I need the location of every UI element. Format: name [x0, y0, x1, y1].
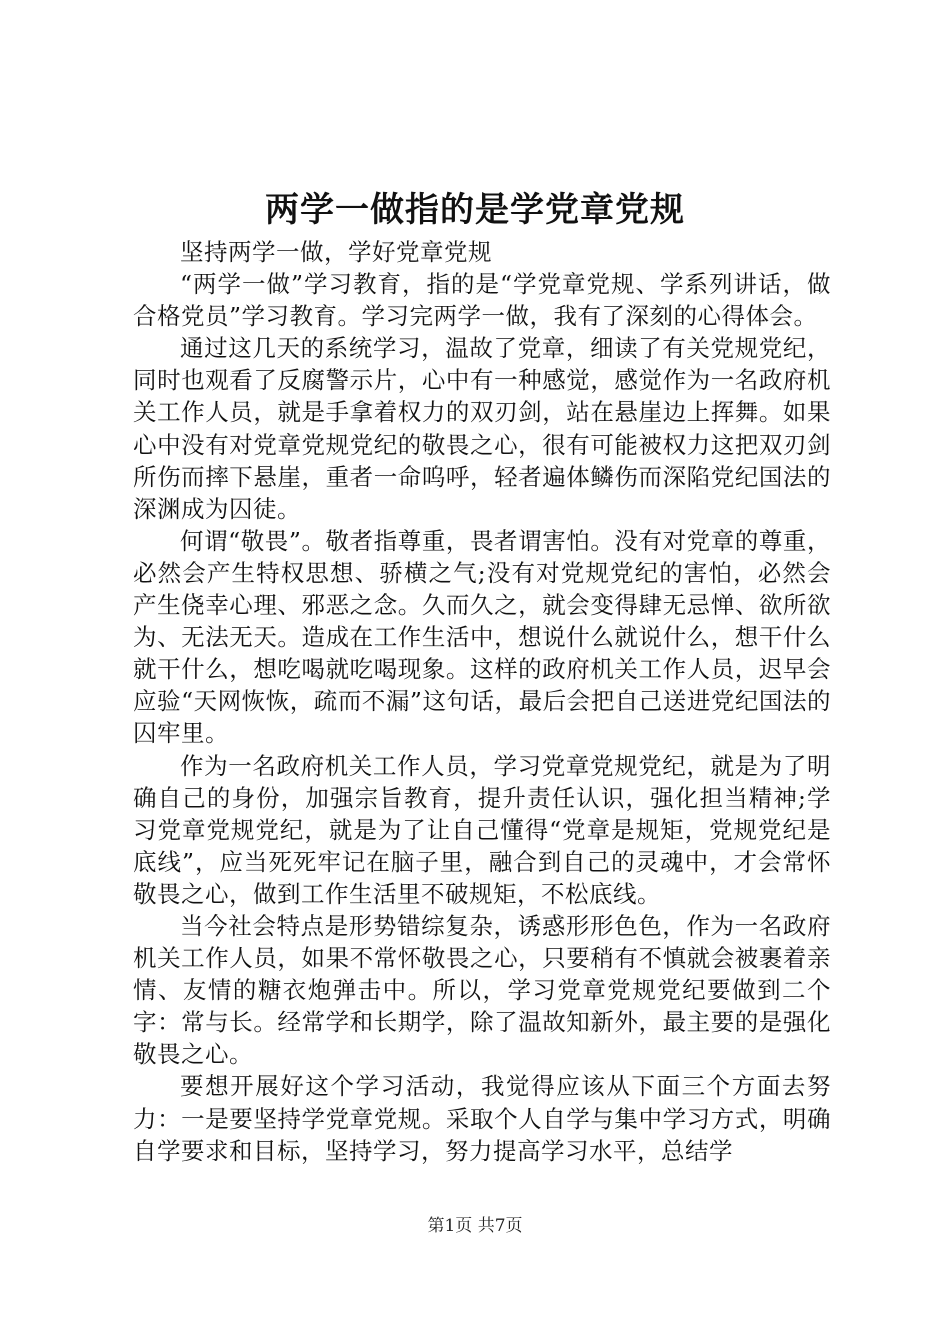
- paragraph: 何谓“敬畏”。敬者指尊重，畏者谓害怕。没有对党章的尊重，必然会产生特权思想、骄横之气;没有对党规党纪的害怕，必然会产生侥幸心理、邪恶之念。久而久之，就会变得肆无忌惮、欲所欲为、无法无天。造成在工作生活中，想说什么就说什么，想干什么就干什么，想吃喝就吃喝现象。这样的政府机关工作人员，迟早会应验“天网恢恢，疏而不漏”这句话，最后会把自己送进党纪国法的囚牢里。: [133, 526, 831, 748]
- document-title: 两学一做指的是学党章党规: [265, 190, 685, 230]
- paragraph: 坚持两学一做，学好党章党规: [180, 238, 492, 266]
- paragraph: 通过这几天的系统学习，温故了党章，细读了有关党规党纪，同时也观看了反腐警示片，心中有一种感觉，感觉作为一名政府机关工作人员，就是手拿着权力的双刃剑，站在悬崖边上挥舞。如果心中没有对党章党规党纪的敬畏之心，很有可能被权力这把双刃剑所伤而摔下悬崖，重者一命呜呼，轻者遍体鳞伤而深陷党纪国法的深渊成为囚徒。: [133, 334, 831, 523]
- paragraph: “两学一做”学习教育，指的是“学党章党规、学系列讲话，做合格党员”学习教育。学习完两学一做，我有了深刻的心得体会。: [133, 270, 831, 331]
- paragraph: 要想开展好这个学习活动，我觉得应该从下面三个方面去努力：一是要坚持学党章党规。采取个人自学与集中学习方式，明确自学要求和目标，坚持学习，努力提高学习水平，总结学: [133, 1072, 831, 1165]
- page-number-footer: 第1页 共7页: [427, 1216, 523, 1236]
- paragraph: 当今社会特点是形势错综复杂，诱惑形形色色，作为一名政府机关工作人员，如果不常怀敬畏之心，只要稍有不慎就会被裹着亲情、友情的糖衣炮弹击中。所以，学习党章党规党纪要做到二个字：常与长。经常学和长期学，除了温故知新外，最主要的是强化敬畏之心。: [133, 911, 831, 1069]
- document-body: [133, 236, 831, 1167]
- paragraph: 作为一名政府机关工作人员，学习党章党规党纪，就是为了明确自己的身份，加强宗旨教育，提升责任认识，强化担当精神;学习党章党规党纪，就是为了让自己懂得“党章是规矩，党规党纪是底线”，应当死死牢记在脑子里，融合到自己的灵魂中，才会常怀敬畏之心，做到工作生活里不破规矩，不松底线。: [133, 751, 831, 908]
